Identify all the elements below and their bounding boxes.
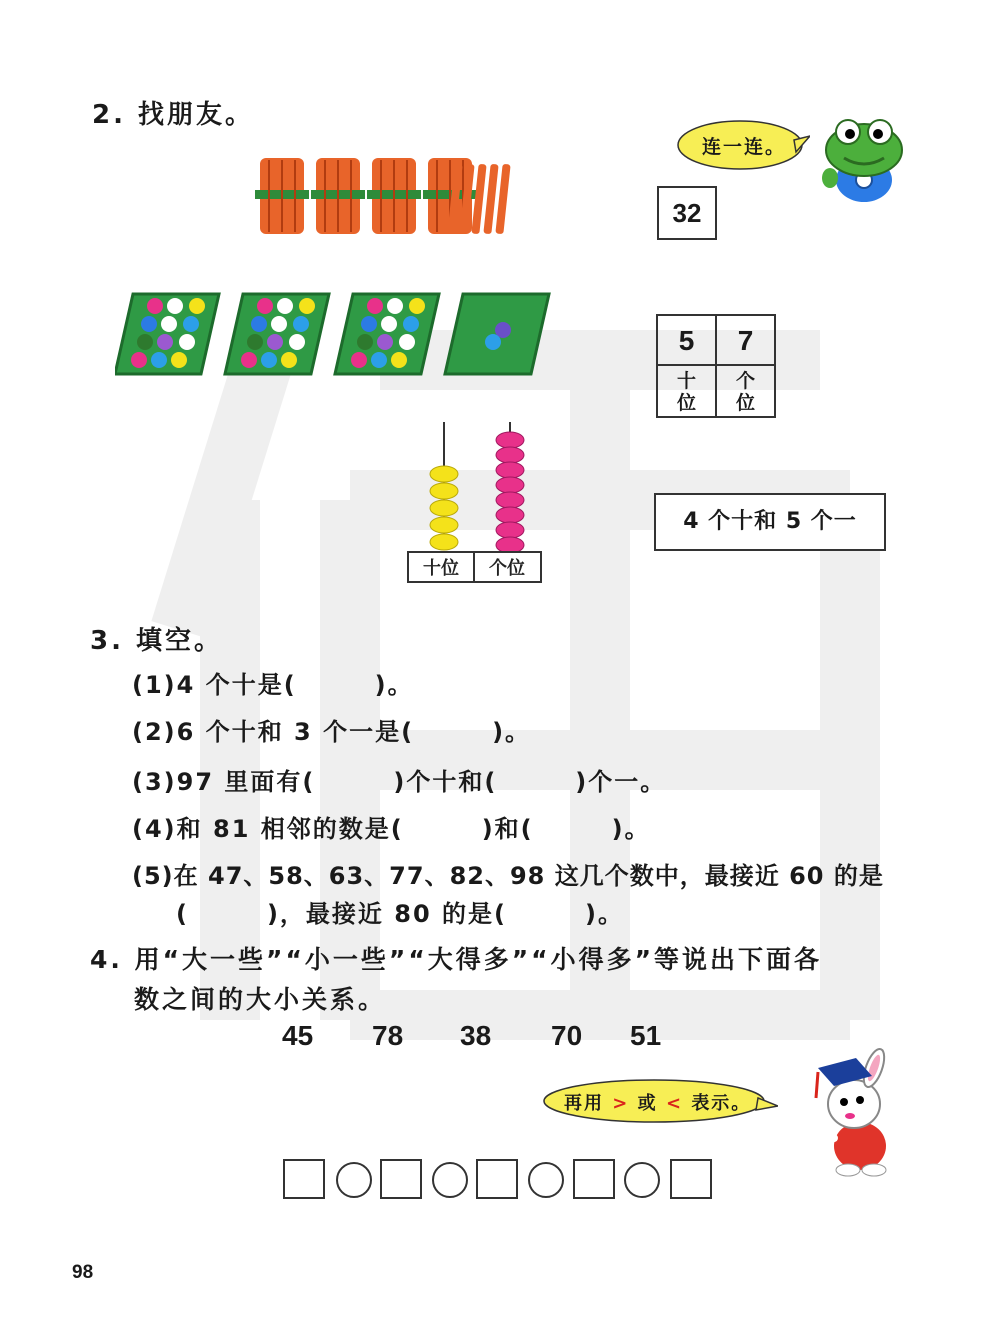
tens-digit: 5 <box>656 314 717 366</box>
number-item: 45 <box>282 1020 314 1051</box>
bubble-word: 再用 <box>564 1093 604 1114</box>
tens-beads <box>430 466 458 550</box>
answer-box[interactable] <box>476 1159 518 1199</box>
fill-blank-item-2: (2)6 个十和 3 个一是( )。 <box>132 718 532 746</box>
rabbit-speech-bubble <box>540 1076 778 1126</box>
section-4-title: 4. 用“大一些”“小一些”“大得多”“小得多”等说出下面各 <box>90 945 823 974</box>
comparison-circle[interactable] <box>336 1162 372 1198</box>
number-item: 51 <box>630 1020 662 1051</box>
fill-blank-item-5: (5)在 47、58、63、77、82、98 这几个数中，最接近 60 的是 <box>132 862 884 890</box>
section-2-title: 2. 找朋友。 <box>92 100 255 130</box>
number-item: 78 <box>372 1020 404 1051</box>
frog-mascot-icon <box>818 112 910 204</box>
abacus-tens-label: 十位 <box>423 558 459 579</box>
answer-box[interactable] <box>670 1159 712 1199</box>
stick-bundle <box>255 158 309 234</box>
less-than-symbol: < <box>665 1093 684 1114</box>
abacus-ones-label: 个位 <box>489 558 525 579</box>
section-4-title-cont: 数之间的大小关系。 <box>134 985 387 1014</box>
ball-trays-figure <box>115 290 555 380</box>
ones-digit: 7 <box>715 314 776 366</box>
place-value-table <box>656 314 776 418</box>
bubble-word: 或 <box>637 1093 658 1114</box>
number-item: 70 <box>551 1020 583 1051</box>
fill-blank-item-5-cont: ( )，最接近 80 的是( )。 <box>176 900 624 928</box>
ones-place-label: 个位 <box>715 364 776 418</box>
frog-bubble-text: 连一连。 <box>702 136 787 158</box>
tens-ones-card: 4 个十和 5 个一 <box>654 493 886 551</box>
frog-speech-bubble <box>676 116 810 174</box>
stick-bundle <box>311 158 365 234</box>
greater-than-symbol: > <box>612 1093 630 1114</box>
ones-beads <box>496 432 524 553</box>
abacus-figure <box>402 418 547 586</box>
fill-blank-item-3: (3)97 里面有( )个十和( )个一。 <box>132 768 667 796</box>
section-3-title: 3. 填空。 <box>90 626 224 656</box>
tens-place-label: 十位 <box>656 364 717 418</box>
full-tray <box>225 294 329 374</box>
full-tray <box>335 294 439 374</box>
comparison-circle[interactable] <box>624 1162 660 1198</box>
number-item: 38 <box>460 1020 492 1051</box>
number-card-32: 32 <box>657 186 717 240</box>
full-tray <box>115 294 219 374</box>
rabbit-bubble-text <box>564 1089 751 1115</box>
answer-box[interactable] <box>380 1159 422 1199</box>
fill-blank-item-1: (1)4 个十是( )。 <box>132 671 414 699</box>
rabbit-mascot-icon <box>798 1046 910 1178</box>
fill-blank-item-4: (4)和 81 相邻的数是( )和( )。 <box>132 815 651 843</box>
stick-bundle <box>367 158 421 234</box>
answer-box[interactable] <box>283 1159 325 1199</box>
bubble-word: 表示。 <box>691 1093 752 1114</box>
partial-tray <box>445 294 549 374</box>
page-number: 98 <box>72 1262 94 1283</box>
comparison-circle[interactable] <box>432 1162 468 1198</box>
answer-box[interactable] <box>573 1159 615 1199</box>
stick-bundles-figure <box>255 152 525 240</box>
comparison-circle[interactable] <box>528 1162 564 1198</box>
